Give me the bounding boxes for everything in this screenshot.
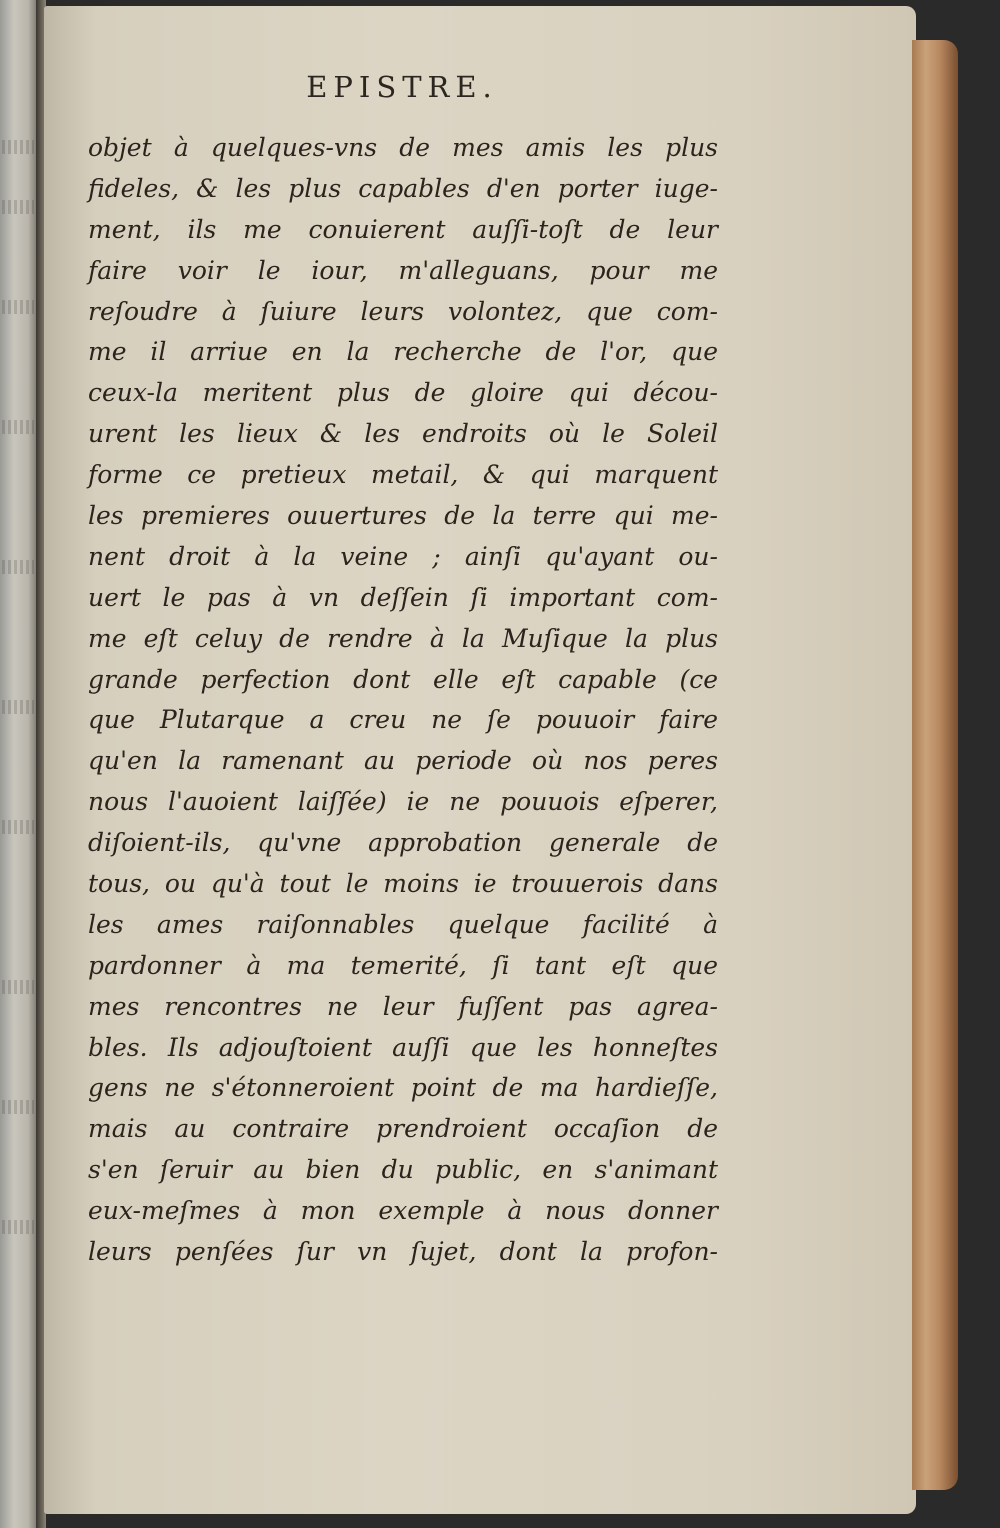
text-line: mais au contraire prendroient occaſion de	[88, 1114, 718, 1144]
text-line: tous, ou qu'à tout le moins ie trouuerois dans	[88, 869, 718, 899]
text-line: mes rencontres ne leur fuſſent pas agrea-	[88, 991, 718, 1021]
text-line: diſoient-ils, qu'vne approbation generale de	[88, 828, 718, 858]
text-line: leurs penſées ſur vn ſujet, dont la profon-	[88, 1237, 718, 1267]
text-line: que Plutarque a creu ne ſe pouuoir faire	[88, 705, 718, 735]
text-line: nous l'auoient laiſſée) ie ne pouuois eſperer,	[88, 787, 718, 817]
text-line: urent les lieux & les endroits où le Soleil	[88, 419, 718, 449]
text-line: gens ne s'étonneroient point de ma hardieſſe,	[88, 1073, 718, 1103]
text-line: grande perfection dont elle eſt capable (ce	[88, 664, 718, 694]
text-line: nent droit à la veine ; ainſi qu'ayant ou-	[88, 541, 718, 571]
text-line: reſoudre à ſuiure leurs volontez, que com-	[88, 296, 718, 326]
text-line: me eſt celuy de rendre à la Muſique la plus	[88, 623, 718, 653]
text-line: bles. Ils adjouſtoient auſſi que les honneſtes	[88, 1032, 718, 1062]
page-fore-edge	[912, 40, 958, 1490]
text-line: les premieres ouuertures de la terre qui me-	[88, 501, 718, 531]
text-line: qu'en la ramenant au periode où nos peres	[88, 746, 718, 776]
text-line: objet à quelques-vns de mes amis les plus	[88, 133, 718, 162]
text-line: forme ce pretieux metail, & qui marquent	[88, 460, 718, 490]
running-header: EPISTRE.	[306, 70, 498, 104]
facing-page-edge	[0, 0, 40, 1528]
text-line: s'en ſeruir au bien du public, en s'animant	[88, 1155, 718, 1185]
body-text	[88, 128, 718, 1273]
text-line: ment, ils me conuierent auſſi-toſt de leur	[88, 214, 718, 244]
text-line: eux-meſmes à mon exemple à nous donner	[88, 1196, 718, 1226]
text-line: pardonner à ma temerité, ſi tant eſt que	[88, 950, 718, 980]
text-line: ceux-la meritent plus de gloire qui décou-	[88, 378, 718, 408]
text-line: me il arriue en la recherche de l'or, que	[88, 337, 718, 367]
text-line: les ames raiſonnables quelque facilité à	[88, 909, 718, 939]
text-line: fideles, & les plus capables d'en porter iuge-	[88, 173, 718, 203]
text-line: uert le pas à vn deſſein ſi important com-	[88, 582, 718, 612]
text-line: faire voir le iour, m'alleguans, pour me	[88, 255, 718, 285]
